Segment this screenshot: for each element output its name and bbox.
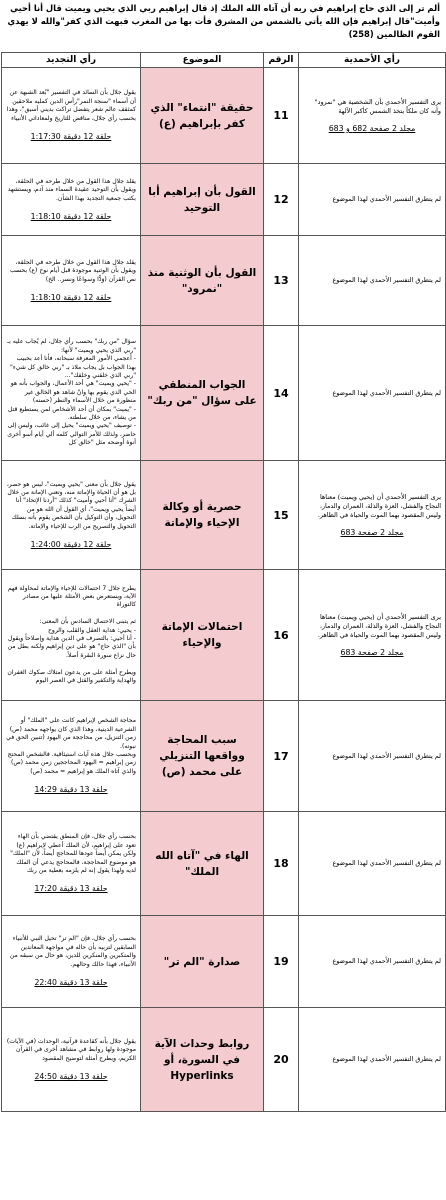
tajdeed-text: بحسب رأي جلال، فإن "الم تر" تحيل النبي للأنبياء السابقين لتربيه بأن حاله في مواجهة المعاندين والمتكبرين والمنكرين للدين، هو حال من سبقه من الأنبياء، فهذا حالك وحالهم. [9, 935, 136, 968]
table-header-row [2, 53, 446, 68]
tajdeed-text: محاجة الشخص لإبراهيم كانت على "الملك" أو الشرعية الدينية، وهذا الذي كان يواجهه محمد (ص) زمن التنزيل، من محاججة من اليهود (تتبين الحق في نبوته). وبحسب جلال هذه آيات استيثاقية. فالشخص المحتج زمن إبراهيم = اليهود المحاججين زمن محمد (ص) والذي آتاه الملك هو إبراهيم = محمد (ص) [6, 717, 136, 775]
ahmadiyya-text: لم يتطرق التفسير الأحمدي لهذا الموضوع [332, 859, 441, 867]
ahmadiyya-reference: مجلد 2 صفحة 683 [340, 528, 404, 537]
ahmadiyya-reference: مجلد 2 صفحة 683 [340, 648, 404, 657]
row-number: 14 [264, 326, 299, 461]
tajdeed-source: حلقة 13 دقيقة 22:40 [34, 978, 108, 988]
ahmadiyya-cell [299, 68, 446, 164]
row-number: 20 [264, 1008, 299, 1112]
ahmadiyya-text: يرى التفسير الأحمدي أن (يحيي ويميت) معناها النجاح والفشل، العزة والذلة، العمران والدمار، وليس المقصود بهما الموت والحياة في الظاهر. [317, 613, 441, 639]
ahmadiyya-reference: مجلد 2 صفحة 682 و 683 [328, 124, 416, 133]
tajdeed-cell [2, 570, 141, 701]
ahmadiyya-cell [299, 326, 446, 461]
tajdeed-text: يطرح جلال 7 احتمالات للإحياء والإماتة لمحاولة فهم الآية، ويستعرض بعض الأمثلة عليها من مصادر كالتوراة ثم يتبنى الاحتمال السادس بأن المعنى: - يحيي: هداية العقل والقلب والروح - أنا أحيي: بالتصرف في الدين هداية وإصلاحاً ويقول بأن "الذي حاج" هو على دين إبراهيم ولكنه بطل من حال نزاع سورة البقرة أصلاً. ويطرح أمثلة على من يدعون امتلاك صكوك الغفران والهداية والتكفير والقتل في العصر اليوم [7, 584, 136, 685]
header-topic: الموضوع [141, 53, 264, 68]
ahmadiyya-text: لم يتطرق التفسير الأحمدي لهذا الموضوع [332, 388, 441, 397]
ahmadiyya-cell [299, 1008, 446, 1112]
ahmadiyya-text: يرى التفسير الأحمدي بأن الشخصية هي "نمرود" وأنه كان ملكاً يتخذ الشمس كأكبر الآلهة [314, 98, 441, 115]
header-tajdeed: رأي التجديد [2, 53, 141, 68]
topic-cell: روابط وحدات الآية في السورة، أو Hyperlinks [141, 1008, 264, 1112]
header-number: الرقم [264, 53, 299, 68]
table-row [2, 68, 446, 164]
table-row [2, 916, 446, 1008]
tajdeed-source: حلقة 12 دقيقة 1:18:10 [30, 211, 112, 221]
tajdeed-text: يقول جلال بأن السائد في التفسير "بُعد الشبهة عن أن أسماء "سنجة النمر"رأس الدين كمليه ملاحقين كمثقف عالم شعر يتفضل تراكت بديني أسيق"، وهذا بحسب رأي جلال، مناقض للتاريخ ولمعاداتي الأنبياء [6, 89, 136, 122]
tajdeed-text: يقول جلال بأن معنى "يحيي ويميت"، ليس هو حصر، بل هو أن الحياة والإماتة منه، وتعني الإمانة من خلال الشرك "أنا أحيي وأميت" كذلك "أردنا الإتحاد" أنا أيضاً يحيي ويميت"، أي القول أن الله هو من التحويل، وأن التوكيل بأن الشخص يقوم بأنه بسلك التحويل والتصريح من الرب للإحياء والإماتة. [6, 480, 136, 530]
topic-cell: احتمالات الإماتة والإحياء [141, 570, 264, 701]
table-row [2, 812, 446, 916]
row-number: 19 [264, 916, 299, 1008]
ahmadiyya-cell [299, 461, 446, 570]
topic-cell: الجواب المنطقي على سؤال "من ربك" [141, 326, 264, 461]
tajdeed-cell [2, 68, 141, 164]
topic-cell: القول بأن الوثنية منذ "نمرود" [141, 236, 264, 326]
ahmadiyya-cell [299, 701, 446, 812]
comparison-table [1, 52, 446, 1112]
table-row [2, 236, 446, 326]
tajdeed-cell [2, 164, 141, 236]
row-number: 18 [264, 812, 299, 916]
row-number: 16 [264, 570, 299, 701]
tajdeed-text: سؤال "من ربك" بحسب رأي جلال، لم يُجاب عليه بـ "ربي الذي يحيي ويميت" لأنها: - أعجمي الأمور المعرفة سبحانه، فأنا أعد بحبيب بهذا الجواب بل يجاب ملاذ بـ "ربي خالق كل شيء" "ربي الذي خلقني وخلقك"... - "يحيي ويميت" هي أحد الأعمال، والجواب بأنه هو الحي الذي يقوم بها وانّ شاهد هو الخالق غير منظورة من خلال الأسماء والنظر (حسنه) - "يميت" بمكان أن أحد الأشخاص لمن يستطيع قتل من يشاء، من خلال سلطته. - توصيف "يحيي ويميت" يحيل إلى غائب، وليس إلى حاضر، ولذلك للأمر التوالي كلمه ألي أيام أسو أخرى أنوة أوضحه مثل "خالق كل [7, 338, 136, 447]
topic-cell: حصرية أو وكالة الإحياء والإماتة [141, 461, 264, 570]
row-number: 13 [264, 236, 299, 326]
ahmadiyya-cell [299, 916, 446, 1008]
table-row [2, 164, 446, 236]
ahmadiyya-cell [299, 164, 446, 236]
tajdeed-source: حلقة 13 دقيقة 14:29 [34, 785, 108, 795]
table-row [2, 326, 446, 461]
table-row [2, 570, 446, 701]
ahmadiyya-text: لم يتطرق التفسير الأحمدي لهذا الموضوع [332, 195, 441, 203]
topic-cell: حقيقة "انتماء" الذي كفر بإبراهيم (ع) [141, 68, 264, 164]
row-number: 15 [264, 461, 299, 570]
tajdeed-text: يقول جلال بأنه كقاعدة قرآنية، الوحدات (في الآيات) موجودة ولها روابط في مشاهد أخرى في القرآن الكريم، ويطرح أمثلة لتوضيح المقصود [6, 1037, 136, 1062]
tajdeed-cell [2, 701, 141, 812]
header-ahmadiyya: رأي الأحمدية [299, 53, 446, 68]
ahmadiyya-text: لم يتطرق التفسير الأحمدي لهذا الموضوع [332, 751, 441, 760]
tajdeed-source: حلقة 12 دقيقة 1:18:10 [30, 292, 112, 302]
ahmadiyya-text: لم يتطرق التفسير الأحمدي لهذا الموضوع [332, 276, 441, 284]
verse-header: ألم تر إلى الذي حاج إبراهيم في ربه أن آتاه الله الملك إذ قال إبراهيم ربي الذي يحيي ويميت قال أنا أحيي وأميت"قال إبراهيم فإن الله يأتي بالشمس من المشرق فأت بها من المغرب فبهت الذي كفر"والله لا يهدي القوم الظالمين (258) [7, 3, 440, 39]
tajdeed-source: حلقة 13 دقيقة 24:50 [34, 1071, 108, 1081]
tajdeed-text: يقلد جلال هذا القول من خلال طرحه في الحلقة، ويقول بأن الوثنية موجودة قبل أيام نوح (ع) بحسب نص القرآن (وَدًّا وسواعًا ونسر.. الخ) [10, 258, 136, 283]
table-row [2, 461, 446, 570]
ahmadiyya-text: يرى التفسير الأحمدي أن (يحيي ويميت) معناها النجاح والفشل، العزة والذلة، العمران والدمار، وليس المقصود بهما الموت والحياة في الظاهر. [317, 493, 441, 519]
tajdeed-cell [2, 916, 141, 1008]
row-number: 11 [264, 68, 299, 164]
ahmadiyya-text: لم يتطرق التفسير الأحمدي لهذا الموضوع [332, 1055, 441, 1063]
ahmadiyya-cell [299, 236, 446, 326]
row-number: 12 [264, 164, 299, 236]
tajdeed-cell [2, 461, 141, 570]
tajdeed-source: حلقة 12 دقيقة 1:17:30 [30, 132, 112, 142]
tajdeed-text: بحسب رأي جلال، فإن المنطق يقتضي بأن الهاء تعود على إبراهيم، لأن الملك أعطي لإبراهيم (ع) ولكن يمكن أيضاً عودها للمحاجج أيضاً، لأن "الملك" هو موضوع المحاججة، فالمحاجج يدعي أن الملك لديه ولهذا يقول إنه لم يلزمه بعطية من ربك [10, 833, 136, 874]
table-row [2, 701, 446, 812]
tajdeed-source: حلقة 13 دقيقة 17:20 [34, 884, 108, 894]
tajdeed-text: يقلد جلال هذا القول من خلال طرحه في الحلقة، ويقول بأن التوحيد عقيدة السماء منذ آدم، ويستشهد بكتب جمعية التجديد بهذا الشأن. [7, 177, 136, 202]
ahmadiyya-cell [299, 570, 446, 701]
topic-cell: صدارة "الم تر" [141, 916, 264, 1008]
tajdeed-cell [2, 326, 141, 461]
tajdeed-cell [2, 1008, 141, 1112]
table-row [2, 1008, 446, 1112]
ahmadiyya-text: لم يتطرق التفسير الأحمدي لهذا الموضوع [332, 957, 441, 965]
topic-cell: الهاء في "آتاه الله الملك" [141, 812, 264, 916]
topic-cell: القول بأن إبراهيم أبا التوحيد [141, 164, 264, 236]
row-number: 17 [264, 701, 299, 812]
tajdeed-source: حلقة 12 دقيقة 1:24:00 [30, 540, 112, 550]
tajdeed-cell [2, 812, 141, 916]
ahmadiyya-cell [299, 812, 446, 916]
topic-cell: سبب المحاجة وواقعها التنزيلي على محمد (ص) [141, 701, 264, 812]
tajdeed-cell [2, 236, 141, 326]
